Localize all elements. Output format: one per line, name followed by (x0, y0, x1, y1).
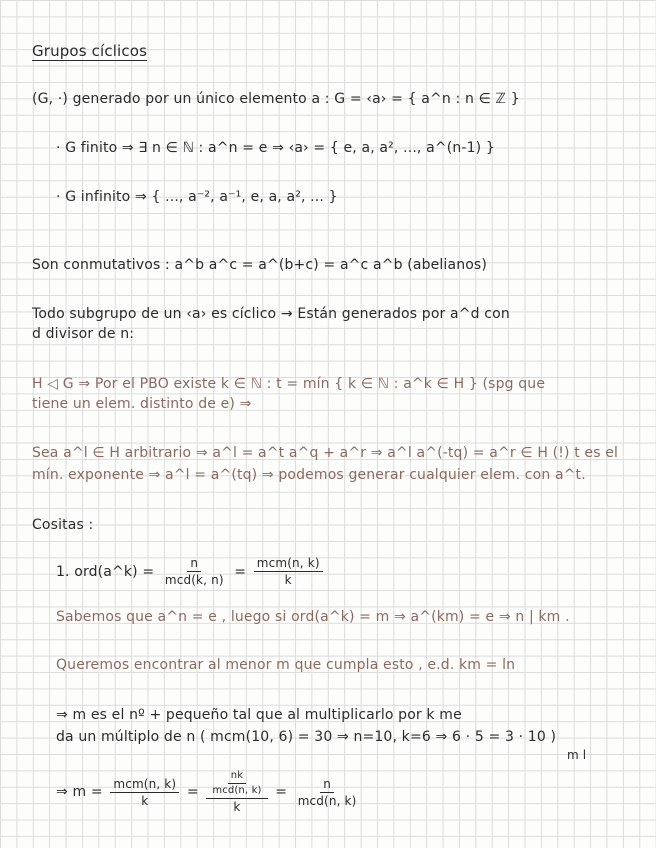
item-1-formula (56, 556, 326, 587)
final-prefix: ⇒ m = (56, 784, 103, 800)
subgroup-line-1: Todo subgrupo de un ‹a› es cíclico → Están generados por a^d con (32, 306, 510, 322)
fraction-numerator (206, 770, 267, 799)
fraction-denominator: k (284, 573, 292, 587)
page-title: Grupos cíclicos (32, 42, 148, 60)
fraction-numerator: n (320, 777, 334, 793)
hg-line-2: tiene un elem. distinto de e) ⇒ (32, 396, 252, 412)
fraction-denominator: mcd(k, n) (164, 573, 224, 587)
commutative-line: Son conmutativos : a^b a^c = a^(b+c) = a^c a^b (abelianos) (32, 257, 487, 273)
cositas-heading: Cositas : (32, 517, 94, 533)
fraction-numerator: mcm(n, k) (110, 777, 179, 793)
fraction-denominator: k (233, 800, 241, 814)
equals-sign: = (275, 784, 288, 800)
m-l-marks: m l (567, 748, 587, 762)
fraction-mcm-over-k (254, 556, 323, 587)
compound-fraction (206, 770, 267, 814)
final-formula (56, 770, 363, 814)
queremos-line: Queremos encontrar al menor m que cumpla esto , e.d. km = ln (56, 657, 516, 673)
sabemos-line: Sabemos que a^n = e , luego si ord(a^k) = m ⇒ a^(km) = e ⇒ n | km . (56, 609, 570, 625)
m-line-1: ⇒ m es el nº + pequeño tal que al multiplicarlo por k me (56, 707, 462, 723)
fraction-n-over-mcd (295, 777, 360, 808)
fraction-n-over-mcd (162, 556, 227, 587)
fraction-numerator: mcm(n, k) (254, 556, 323, 572)
fraction-mcm-over-k (110, 777, 179, 808)
fraction-denominator: k (141, 793, 149, 808)
sea-line-2: mín. exponente ⇒ a^l = a^(tq) ⇒ podemos generar cualquier elem. con a^t. (32, 467, 586, 483)
inner-denominator: mcd(n, k) (212, 785, 262, 796)
finite-case-line: · G finito ⇒ ∃ n ∈ ℕ : a^n = e ⇒ ‹a› = { e, a, a², ..., a^(n-1) } (56, 140, 495, 156)
sea-line-1: Sea a^l ∈ H arbitrario ⇒ a^l = a^t a^q + a^r ⇒ a^l a^(-tq) = a^r ∈ H (!) t es el (32, 445, 619, 461)
fraction-denominator: mcd(n, k) (297, 793, 357, 808)
item-1-prefix: 1. ord(a^k) = (56, 563, 155, 580)
inner-numerator: nk (228, 770, 246, 784)
fraction-numerator: n (187, 556, 201, 572)
hg-line-1: H ◁ G ⇒ Por el PBO existe k ∈ ℕ : t = mín { k ∈ ℕ : a^k ∈ H } (spg que (32, 376, 546, 392)
m-line-2: da un múltiplo de n ( mcm(10, 6) = 30 ⇒ n=10, k=6 ⇒ 6 · 5 = 3 · 10 ) (56, 729, 557, 745)
infinite-case-line: · G infinito ⇒ { ..., a⁻², a⁻¹, e, a, a², ... } (56, 189, 338, 205)
subgroup-line-2: d divisor de n: (32, 326, 135, 342)
inner-fraction (209, 770, 264, 797)
definition-line: (G, ·) generado por un único elemento a : G = ‹a› = { a^n : n ∈ ℤ } (32, 91, 520, 107)
equals-sign: = (234, 563, 247, 580)
equals-sign: = (186, 784, 199, 800)
